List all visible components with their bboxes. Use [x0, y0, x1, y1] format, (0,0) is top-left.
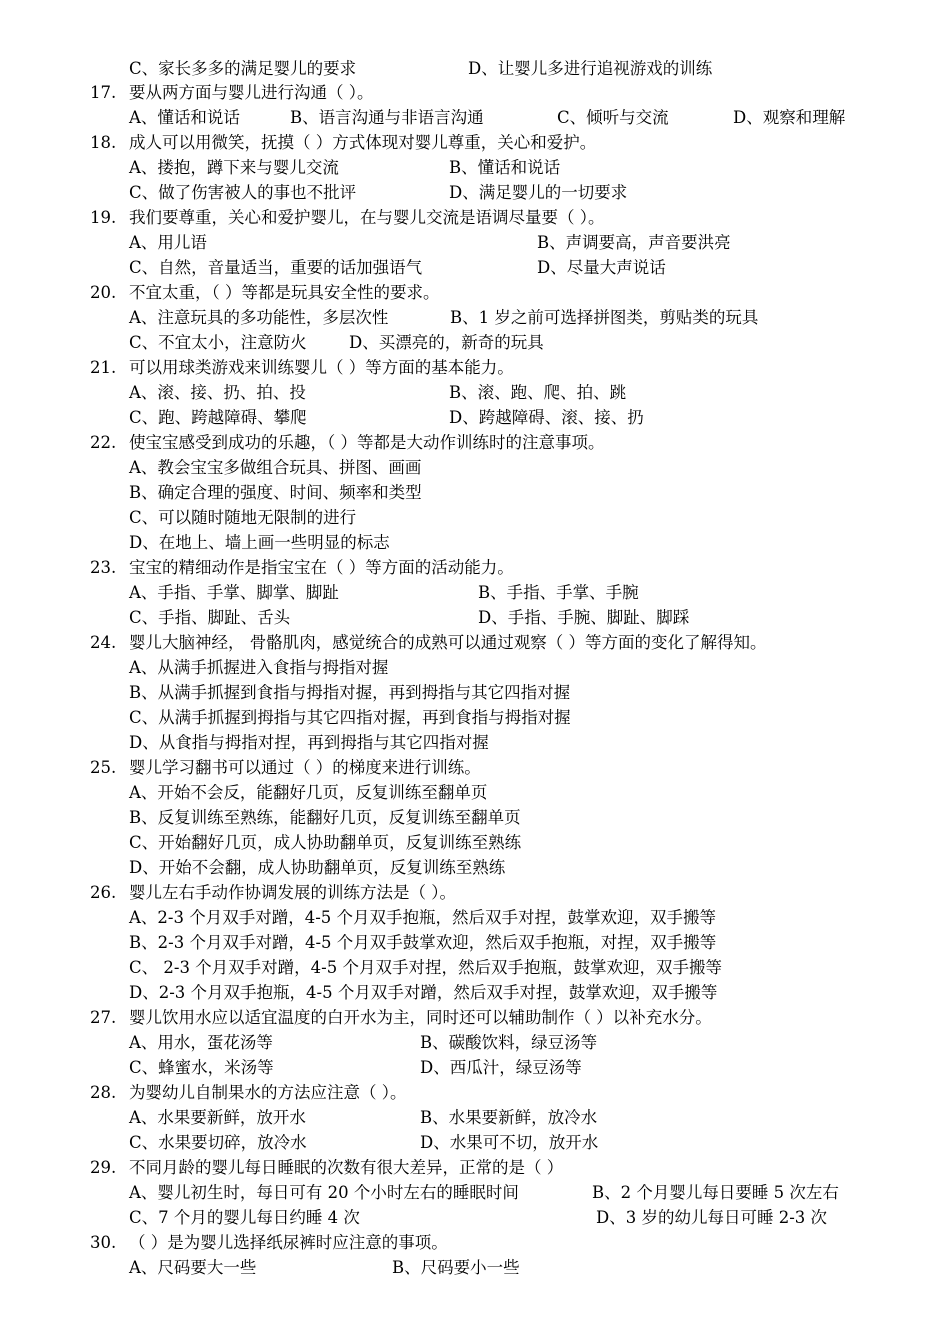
question-number: 21.: [90, 358, 117, 377]
answer-option: C、可以随时随地无限制的进行: [129, 508, 357, 527]
answer-option: D、满足婴儿的一切要求: [449, 183, 628, 202]
question-line: [0, 355, 950, 380]
answer-option: C、从满手抓握到拇指与其它四指对握，再到食指与拇指对握: [129, 708, 571, 727]
answer-option: B、手指、手掌、手腕: [478, 583, 639, 602]
answer-option: A、从满手抓握进入食指与拇指对握: [129, 658, 389, 677]
answer-option: D、买漂亮的，新奇的玩具: [349, 333, 544, 352]
question-number: 27.: [90, 1008, 117, 1027]
answer-option: B、确定合理的强度、时间、频率和类型: [129, 483, 422, 502]
question-line: [0, 280, 950, 305]
question-text: （ ）是为婴儿选择纸尿裤时应注意的事项。: [129, 1233, 448, 1252]
question-line: [0, 1005, 950, 1030]
answer-option: A、尺码要大一些: [129, 1258, 257, 1277]
answer-option: D、跨越障碍、滚、接、扔: [449, 408, 644, 427]
question-text: 我们要尊重，关心和爱护婴儿，在与婴儿交流是语调尽量要（ ）。: [129, 208, 605, 227]
answer-option: C、不宜太小，注意防火: [129, 333, 307, 352]
answer-option: A、滚、接、扔、拍、投: [129, 383, 306, 402]
answer-option: B、滚、跑、爬、拍、跳: [449, 383, 627, 402]
answer-option: B、懂话和说话: [449, 158, 561, 177]
answer-option: A、教会宝宝多做组合玩具、拼图、画画: [129, 458, 422, 477]
question-line: [0, 755, 950, 780]
question-line: [0, 430, 950, 455]
option-line: [0, 105, 950, 130]
question-number: 24.: [90, 633, 117, 652]
answer-option: C、水果要切碎，放冷水: [129, 1133, 307, 1152]
option-line: [0, 955, 950, 980]
option-line: [0, 1105, 950, 1130]
option-line: [0, 930, 950, 955]
question-line: [0, 1155, 950, 1180]
question-line: [0, 1080, 950, 1105]
question-text: 可以用球类游戏来训练婴儿（ ）等方面的基本能力。: [129, 358, 514, 377]
question-number: 17.: [90, 83, 117, 102]
answer-option: A、注意玩具的多功能性，多层次性: [129, 308, 389, 327]
question-number: 29.: [90, 1158, 117, 1177]
question-text: 宝宝的精细动作是指宝宝在（ ）等方面的活动能力。: [129, 558, 514, 577]
option-line: [0, 155, 950, 180]
answer-option: A、搂抱，蹲下来与婴儿交流: [129, 158, 339, 177]
option-line: [0, 605, 950, 630]
option-line: [0, 730, 950, 755]
answer-option: D、在地上、墙上画一些明显的标志: [129, 533, 390, 552]
answer-option: A、用水，蛋花汤等: [129, 1033, 273, 1052]
option-line: [0, 855, 950, 880]
answer-option: B、碳酸饮料，绿豆汤等: [420, 1033, 598, 1052]
answer-option: A、水果要新鲜，放开水: [129, 1108, 306, 1127]
option-line: [0, 680, 950, 705]
option-line: [0, 305, 950, 330]
option-line: [0, 1130, 950, 1155]
answer-option: D、水果可不切，放开水: [420, 1133, 599, 1152]
option-line: [0, 505, 950, 530]
option-line: [0, 1205, 950, 1230]
answer-option: C、倾听与交流: [557, 108, 669, 127]
answer-option: B、从满手抓握到食指与拇指对握，再到拇指与其它四指对握: [129, 683, 571, 702]
option-line: [0, 655, 950, 680]
answer-option: A、手指、手掌、脚掌、脚趾: [129, 583, 339, 602]
answer-option: B、2-3 个月双手对蹭，4-5 个月双手鼓掌欢迎，然后双手抱瓶，对捏，双手搬等: [129, 933, 717, 952]
option-line: [0, 455, 950, 480]
question-number: 25.: [90, 758, 117, 777]
answer-option: B、反复训练至熟练，能翻好几页，反复训练至翻单页: [129, 808, 521, 827]
option-line: [0, 980, 950, 1005]
question-number: 18.: [90, 133, 117, 152]
option-line: [0, 1030, 950, 1055]
option-line: [0, 330, 950, 355]
option-line: [0, 380, 950, 405]
question-number: 23.: [90, 558, 117, 577]
question-line: [0, 80, 950, 105]
option-line: [0, 530, 950, 555]
answer-option: B、语言沟通与非语言沟通: [290, 108, 484, 127]
answer-option: D、3 岁的幼儿每日可睡 2-3 次: [596, 1208, 828, 1227]
answer-option: C、开始翻好几页，成人协助翻单页，反复训练至熟练: [129, 833, 522, 852]
question-text: 成人可以用微笑，抚摸（ ）方式体现对婴儿尊重，关心和爱护。: [129, 133, 597, 152]
answer-option: B、尺码要小一些: [392, 1258, 520, 1277]
question-number: 26.: [90, 883, 117, 902]
answer-option: D、从食指与拇指对捏，再到拇指与其它四指对握: [129, 733, 489, 752]
option-line: [0, 580, 950, 605]
answer-option: A、开始不会反，能翻好几页，反复训练至翻单页: [129, 783, 488, 802]
option-line: [0, 405, 950, 430]
question-number: 22.: [90, 433, 117, 452]
question-line: [0, 205, 950, 230]
answer-option: D、观察和理解: [733, 108, 846, 127]
answer-option: C、跑、跨越障碍、攀爬: [129, 408, 307, 427]
question-number: 30.: [90, 1233, 117, 1252]
option-line: [0, 56, 950, 81]
answer-option: D、西瓜汁，绿豆汤等: [420, 1058, 582, 1077]
answer-option: A、婴儿初生时，每日可有 20 个小时左右的睡眠时间: [129, 1183, 519, 1202]
question-number: 28.: [90, 1083, 117, 1102]
option-line: [0, 705, 950, 730]
option-line: [0, 230, 950, 255]
answer-option: C、做了伤害被人的事也不批评: [129, 183, 357, 202]
answer-option: A、用儿语: [129, 233, 207, 252]
option-line: [0, 180, 950, 205]
answer-option: A、懂话和说话: [129, 108, 240, 127]
answer-option: C、手指、脚趾、舌头: [129, 608, 291, 627]
option-line: [0, 830, 950, 855]
answer-option: D、尽量大声说话: [537, 258, 666, 277]
question-number: 20.: [90, 283, 117, 302]
answer-option: C、7 个月的婴儿每日约睡 4 次: [129, 1208, 360, 1227]
question-line: [0, 880, 950, 905]
answer-option: A、2-3 个月双手对蹭，4-5 个月双手抱瓶，然后双手对捏，鼓掌欢迎，双手搬等: [129, 908, 717, 927]
question-text: 不宜太重，（ ）等都是玩具安全性的要求。: [129, 283, 440, 302]
question-line: [0, 130, 950, 155]
question-number: 19.: [90, 208, 117, 227]
question-line: [0, 630, 950, 655]
question-text: 要从两方面与婴儿进行沟通（ ）。: [129, 83, 374, 102]
answer-option: C、家长多多的满足婴儿的要求: [129, 59, 357, 78]
question-text: 使宝宝感受到成功的乐趣，（ ）等都是大动作训练时的注意事项。: [129, 433, 605, 452]
question-text: 婴儿左右手动作协调发展的训练方法是（ ）。: [129, 883, 456, 902]
answer-option: B、声调要高，声音要洪亮: [537, 233, 731, 252]
answer-option: C、蜂蜜水，米汤等: [129, 1058, 274, 1077]
option-line: [0, 255, 950, 280]
question-text: 婴儿学习翻书可以通过（ ）的梯度来进行训练。: [129, 758, 481, 777]
answer-option: C、自然，音量适当，重要的话加强语气: [129, 258, 423, 277]
question-text: 为婴幼儿自制果水的方法应注意（ ）。: [129, 1083, 407, 1102]
question-text: 不同月龄的婴儿每日睡眠的次数有很大差异，正常的是（ ）: [129, 1158, 564, 1177]
option-line: [0, 1255, 950, 1280]
option-line: [0, 780, 950, 805]
option-line: [0, 480, 950, 505]
option-line: [0, 805, 950, 830]
answer-option: B、水果要新鲜，放冷水: [420, 1108, 598, 1127]
option-line: [0, 905, 950, 930]
answer-option: B、1 岁之前可选择拼图类，剪贴类的玩具: [450, 308, 759, 327]
question-line: [0, 555, 950, 580]
answer-option: D、手指、手腕、脚趾、脚踩: [478, 608, 690, 627]
question-text: 婴儿饮用水应以适宜温度的白开水为主，同时还可以辅助制作（ ）以补充水分。: [129, 1008, 712, 1027]
answer-option: D、开始不会翻，成人协助翻单页，反复训练至熟练: [129, 858, 506, 877]
question-text: 婴儿大脑神经， 骨骼肌肉，感觉统合的成熟可以通过观察（ ）等方面的变化了解得知。: [129, 633, 767, 652]
answer-option: B、2 个月婴儿每日要睡 5 次左右: [592, 1183, 839, 1202]
answer-option: C、 2-3 个月双手对蹭，4-5 个月双手对捏，然后双手抱瓶，鼓掌欢迎，双手搬等: [129, 958, 723, 977]
answer-option: D、2-3 个月双手抱瓶，4-5 个月双手对蹭，然后双手对捏，鼓掌欢迎，双手搬等: [129, 983, 718, 1002]
answer-option: D、让婴儿多进行追视游戏的训练: [468, 59, 713, 78]
option-line: [0, 1180, 950, 1205]
option-line: [0, 1055, 950, 1080]
question-line: [0, 1230, 950, 1255]
